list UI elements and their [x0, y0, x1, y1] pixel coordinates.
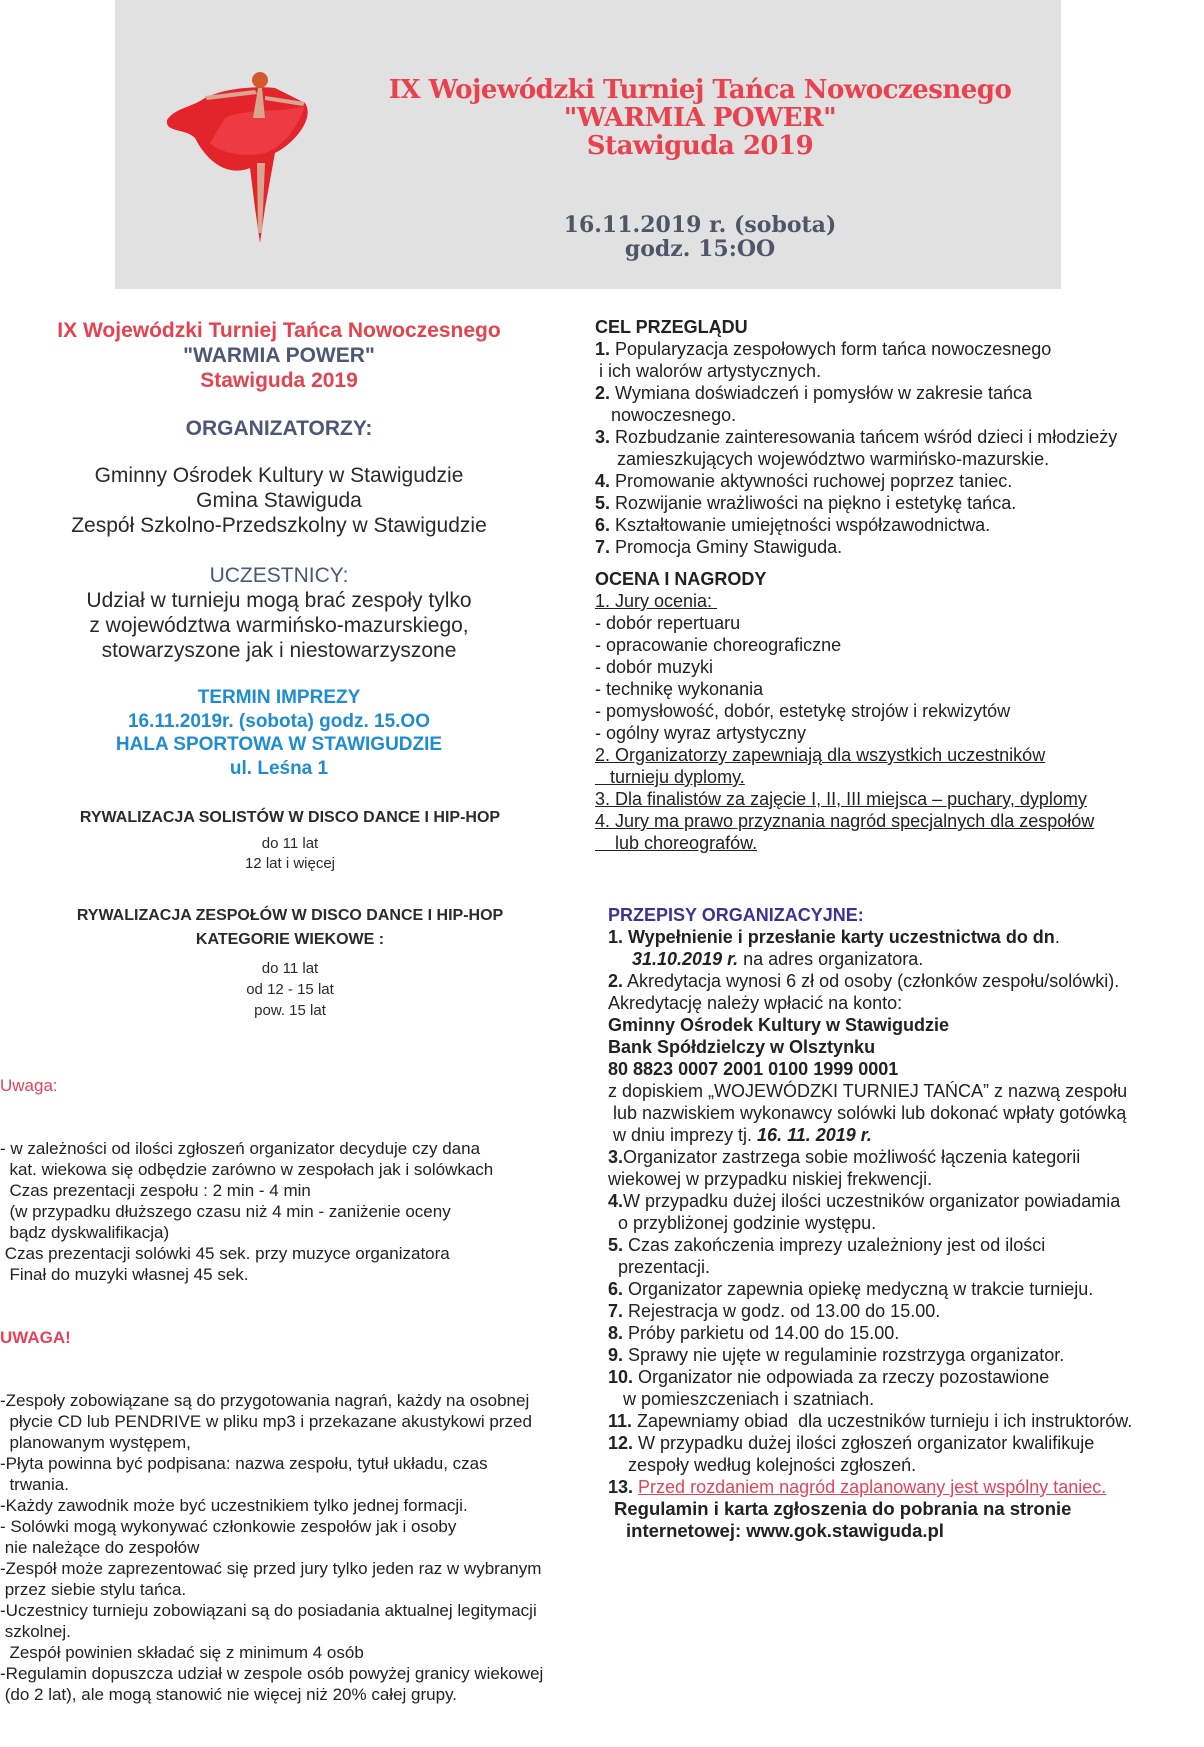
rule-number: 9.: [608, 1345, 624, 1365]
award-item: 3. Dla finalistów za zajęcie I, II, III miejsca – puchary, dyplomy: [595, 789, 1087, 809]
goal-item: [595, 338, 1204, 360]
goal-text: Popularyzacja zespołowych form tańca nowoczesnego: [610, 339, 1052, 359]
goal-number: 5.: [595, 493, 611, 513]
banner-time-line: godz. 15:OO: [624, 236, 776, 262]
rule-1-rest: na adres organizatora.: [738, 949, 924, 969]
judging-heading: OCENA I NAGRODY: [595, 569, 767, 589]
warning-label: UWAGA!: [0, 1328, 71, 1347]
warning-line: - Solówki mogą wykonywać członkowie zespołów jak i osoby: [0, 1517, 457, 1536]
organizers-heading: ORGANIZATORZY:: [185, 417, 373, 440]
rule-item: [608, 1432, 1204, 1454]
award-item: turnieju dyplomy.: [595, 767, 745, 787]
goal-text: Wymiana doświadczeń i pomysłów w zakresie tańca: [610, 383, 1033, 403]
rule-number: 12.: [608, 1433, 634, 1453]
rule-text: Organizator zastrzega sobie możliwość łączenia kategorii: [623, 1147, 1081, 1167]
goal-item: [595, 470, 1204, 492]
warning-line: trwania.: [0, 1475, 69, 1494]
rule-2: [608, 970, 1204, 992]
rule-item: [608, 1146, 1204, 1168]
banner-date-line: 16.11.2019 r. (sobota): [563, 212, 837, 238]
rule-item: [608, 1322, 1204, 1344]
goal-text: Rozwijanie wrażliwości na piękno i estetykę tańca.: [610, 493, 1017, 513]
award-item: 4. Jury ma prawo przyznania nagród specjalnych dla zespołów: [595, 811, 1095, 831]
goal-item: [595, 448, 1204, 470]
event-detail-line: HALA SPORTOWA W STAWIGUDZIE: [115, 734, 443, 755]
warnings-list: [0, 1390, 580, 1705]
rule-number: 10.: [608, 1367, 634, 1387]
rule-item: [608, 1366, 1204, 1388]
event-detail-line: 16.11.2019r. (sobota) godz. 15.OO: [127, 710, 430, 732]
rule-text: Rejestracja w godz. od 13.00 do 15.00.: [623, 1301, 941, 1321]
rule-text: Organizator zapewnia opiekę medyczną w trakcie turnieju.: [623, 1279, 1094, 1299]
goal-number: 7.: [595, 537, 611, 557]
criterion-item: - opracowanie choreograficzne: [595, 635, 842, 655]
rule-number: 13.: [608, 1477, 634, 1497]
participants-line: z województwa warmińsko-mazurskiego,: [89, 614, 469, 637]
rule-text: Sprawy nie ujęte w regulaminie rozstrzyga organizator.: [623, 1345, 1065, 1365]
note-line: (w przypadku dłuższego czasu niż 4 min - zaniżenie oceny: [0, 1202, 451, 1221]
rule-item: [608, 1256, 1204, 1278]
rules-heading: PRZEPISY ORGANIZACYJNE:: [608, 905, 864, 925]
goal-item: [595, 492, 1204, 514]
rule-item: [608, 1190, 1204, 1212]
goal-item: [595, 514, 1204, 536]
criterion-item: - pomysłowość, dobór, estetykę strojów i rekwizytów: [595, 701, 1011, 721]
rule-13: [608, 1476, 1204, 1498]
rule-number: 7.: [608, 1301, 624, 1321]
rule-1-date: 31.10.2019 r.: [632, 949, 739, 969]
rule-item: [608, 1410, 1204, 1432]
event-detail-line: TERMIN IMPREZY: [197, 687, 361, 708]
payment-note-line: z dopiskiem „WOJEWÓDZKI TURNIEJ TAŃCA” z nazwą zespołu: [608, 1081, 1128, 1101]
rule-text: wiekowej w przypadku niskiej frekwencji.: [608, 1169, 933, 1189]
banner-title-line: IX Wojewódzki Turniej Tańca Nowoczesnego: [388, 75, 1012, 105]
warning-line: nie należące do zespołów: [0, 1538, 200, 1557]
rule-number: 3.: [608, 1147, 624, 1167]
goal-text: zamieszkujących województwo warmińsko-mazurskie.: [617, 449, 1050, 469]
warning-line: -Zespoły zobowiązane są do przygotowania nagrań, każdy na osobnej: [0, 1391, 530, 1410]
rule-number: 11.: [608, 1411, 633, 1431]
event-title-line: Stawiguda 2019: [200, 369, 358, 392]
criterion-item: - dobór muzyki: [595, 657, 714, 677]
rule-text: W przypadku dużej ilości zgłoszeń organizator kwalifikuje: [633, 1433, 1095, 1453]
header-banner: [115, 0, 1061, 289]
category-item: pow. 15 lat: [254, 1002, 326, 1019]
rule-number: 6.: [608, 1279, 624, 1299]
goal-text: Promowanie aktywności ruchowej poprzez taniec.: [610, 471, 1013, 491]
payment-note-line: lub nazwiskiem wykonawcy solówki lub dokonać wpłaty gotówką: [608, 1103, 1127, 1123]
team-subheading: KATEGORIE WIEKOWE :: [195, 931, 385, 948]
left-column: [0, 318, 580, 1747]
banner-date: [475, 213, 925, 261]
right-column: [595, 316, 1204, 854]
criteria-list: [595, 612, 1204, 744]
note-line: Czas prezentacji zespołu : 2 min - 4 min: [0, 1181, 311, 1200]
rule-1-cont: [608, 948, 1204, 970]
organizer-item: Gminny Ośrodek Kultury w Stawigudzie: [94, 464, 464, 487]
download-link[interactable]: internetowej: www.gok.stawiguda.pl: [626, 1520, 944, 1541]
goal-text: i ich walorów artystycznych.: [599, 361, 822, 381]
download-info: Regulamin i karta zgłoszenia do pobrania na stronie: [614, 1498, 1072, 1519]
rule-item: [608, 1344, 1204, 1366]
rule-2-text: Akredytacja wynosi 6 zł od osoby (członków zespołu/solówki).: [623, 971, 1120, 991]
rule-number: 2.: [608, 971, 624, 991]
rule-text: Zapewniamy obiad dla uczestników turnieju i ich instruktorów.: [632, 1411, 1133, 1431]
goal-item: [595, 382, 1204, 404]
note-line: - w zależności od ilości zgłoszeń organizator decyduje czy dana: [0, 1139, 481, 1158]
rule-text: o przybliżonej godzinie występu.: [608, 1213, 877, 1233]
notes-label: Uwaga:: [0, 1076, 58, 1095]
payment-note-text: w dniu imprezy tj.: [608, 1125, 758, 1145]
note-line: Czas prezentacji solówki 45 sek. przy muzyce organizatora: [0, 1244, 450, 1263]
goal-number: 1.: [595, 339, 611, 359]
rule-item: [608, 1168, 1204, 1190]
account-intro: Akredytację należy wpłacić na konto:: [608, 993, 903, 1013]
rule-item: [608, 1388, 1204, 1410]
goal-text: Kształtowanie umiejętności współzawodnictwa.: [610, 515, 991, 535]
warning-line: -Uczestnicy turnieju zobowiązani są do posiadania aktualnej legitymacji: [0, 1601, 537, 1620]
team-categories: [0, 958, 580, 1021]
solo-categories: [0, 834, 580, 874]
rule-number: 8.: [608, 1323, 624, 1343]
goal-number: 2.: [595, 383, 611, 403]
criterion-item: - ogólny wyraz artystyczny: [595, 723, 807, 743]
goal-text: Rozbudzanie zainteresowania tańcem wśród dzieci i młodzieży: [610, 427, 1118, 447]
organizer-item: Gmina Stawiguda: [196, 489, 362, 512]
event-details: [0, 686, 580, 780]
awards-list: [595, 744, 1204, 854]
warning-line: -Regulamin dopuszcza udział w zespole osób powyżej granicy wiekowej: [0, 1664, 544, 1683]
dancer-image: [165, 58, 345, 248]
participants-line: Udział w turnieju mogą brać zespoły tylko: [86, 589, 472, 612]
warning-line: płycie CD lub PENDRIVE w pliku mp3 i przekazane akustykowi przed: [0, 1412, 532, 1431]
rule-1-text: 1. Wypełnienie i przesłanie karty uczestnictwa do dn: [608, 927, 1055, 947]
award-item: 2. Organizatorzy zapewniają dla wszystkich uczestników: [595, 745, 1046, 765]
bank-name: Bank Spółdzielczy w Olsztynku: [608, 1037, 876, 1057]
organizer-item: Zespół Szkolno-Przedszkolny w Stawigudzie: [71, 514, 487, 537]
award-item: lub choreografów.: [595, 833, 758, 853]
banner-title-line: "WARMIA POWER": [563, 103, 837, 133]
event-detail-line: ul. Leśna 1: [229, 757, 329, 779]
warning-line: szkolnej.: [0, 1622, 71, 1641]
goal-item: [595, 360, 1204, 382]
event-title: [0, 318, 580, 393]
rule-1: [608, 926, 1204, 948]
rule-text: W przypadku dużej ilości uczestników organizator powiadamia: [623, 1191, 1121, 1211]
category-item: 12 lat i więcej: [244, 855, 336, 872]
goal-text: nowoczesnego.: [611, 405, 737, 425]
criterion-item: - technikę wykonania: [595, 679, 764, 699]
goal-text: Promocja Gminy Stawiguda.: [610, 537, 843, 557]
goal-number: 6.: [595, 515, 611, 535]
goal-item: [595, 536, 1204, 558]
rule-item: [608, 1300, 1204, 1322]
goal-item: [595, 426, 1204, 448]
category-item: do 11 lat: [261, 835, 319, 852]
warning-line: (do 2 lat), ale mogą stanowić nie więcej niż 20% całej grupy.: [0, 1685, 458, 1704]
warning-line: przez siebie stylu tańca.: [0, 1580, 187, 1599]
participants-line: stowarzyszone jak i niestowarzyszone: [101, 639, 457, 662]
warning-line: -Każdy zawodnik może być uczestnikiem tylko jednej formacji.: [0, 1496, 468, 1515]
warning-line: -Płyta powinna być podpisana: nazwa zespołu, tytuł układu, czas: [0, 1454, 488, 1473]
goals-list: [595, 338, 1204, 558]
organizers-list: [0, 463, 580, 538]
banner-title-line: Stawiguda 2019: [586, 131, 814, 161]
rule-text: w pomieszczeniach i szatniach.: [608, 1389, 875, 1409]
team-heading: RYWALIZACJA ZESPOŁÓW W DISCO DANCE I HIP-HOP: [76, 907, 504, 924]
goal-number: 3.: [595, 427, 611, 447]
rule-text: Organizator nie odpowiada za rzeczy pozostawione: [633, 1367, 1050, 1387]
payment-note-line: [608, 1124, 1204, 1146]
note-line: Finał do muzyki własnej 45 sek.: [0, 1265, 249, 1284]
note-line: bądz dyskwalifikacja): [0, 1223, 170, 1242]
warning-line: planowanym występem,: [0, 1433, 191, 1452]
bank-account-number: 80 8823 0007 2001 0100 1999 0001: [608, 1059, 899, 1079]
rule-number: 5.: [608, 1235, 624, 1255]
rule-item: [608, 1278, 1204, 1300]
rule-text: Próby parkietu od 14.00 do 15.00.: [623, 1323, 900, 1343]
category-item: do 11 lat: [261, 960, 319, 977]
bank-recipient: Gminny Ośrodek Kultury w Stawigudzie: [608, 1015, 950, 1035]
rule-text: prezentacji.: [608, 1257, 711, 1277]
banner-title: [355, 76, 1045, 160]
event-title-line: IX Wojewódzki Turniej Tańca Nowoczesnego: [57, 319, 501, 342]
rule-item: [608, 1212, 1204, 1234]
goals-heading: CEL PRZEGLĄDU: [595, 317, 748, 337]
rule-number: 4.: [608, 1191, 624, 1211]
rule-1-dot: .: [1054, 927, 1060, 947]
goal-item: [595, 404, 1204, 426]
criterion-item: - dobór repertuaru: [595, 613, 741, 633]
rule-13-text: Przed rozdaniem nagród zaplanowany jest wspólny taniec.: [638, 1477, 1107, 1497]
warning-line: Zespół powinien składać się z minimum 4 osób: [0, 1643, 364, 1662]
category-item: od 12 - 15 lat: [246, 981, 334, 998]
goal-number: 4.: [595, 471, 611, 491]
event-title-line: "WARMIA POWER": [183, 344, 375, 367]
notes-list: [0, 1138, 580, 1285]
rule-item: [608, 1234, 1204, 1256]
rules-section: [608, 904, 1204, 1542]
participants-text: [0, 588, 580, 663]
solo-heading: RYWALIZACJA SOLISTÓW W DISCO DANCE I HIP-HOP: [79, 809, 501, 826]
jury-label: 1. Jury ocenia:: [595, 591, 718, 611]
participants-heading: UCZESTNICY:: [209, 564, 349, 587]
notes-section: [0, 1033, 580, 1747]
note-line: kat. wiekowa się odbędzie zarówno w zespołach jak i solówkach: [0, 1160, 494, 1179]
rule-text: Czas zakończenia imprezy uzależniony jest od ilości: [623, 1235, 1046, 1255]
rule-text: zespoły według kolejności zgłoszeń.: [608, 1455, 917, 1475]
warning-line: -Zespół może zaprezentować się przed jury tylko jeden raz w wybranym: [0, 1559, 542, 1578]
payment-date: 16. 11. 2019 r.: [757, 1125, 872, 1145]
rules-list: [608, 1146, 1204, 1476]
rule-item: [608, 1454, 1204, 1476]
